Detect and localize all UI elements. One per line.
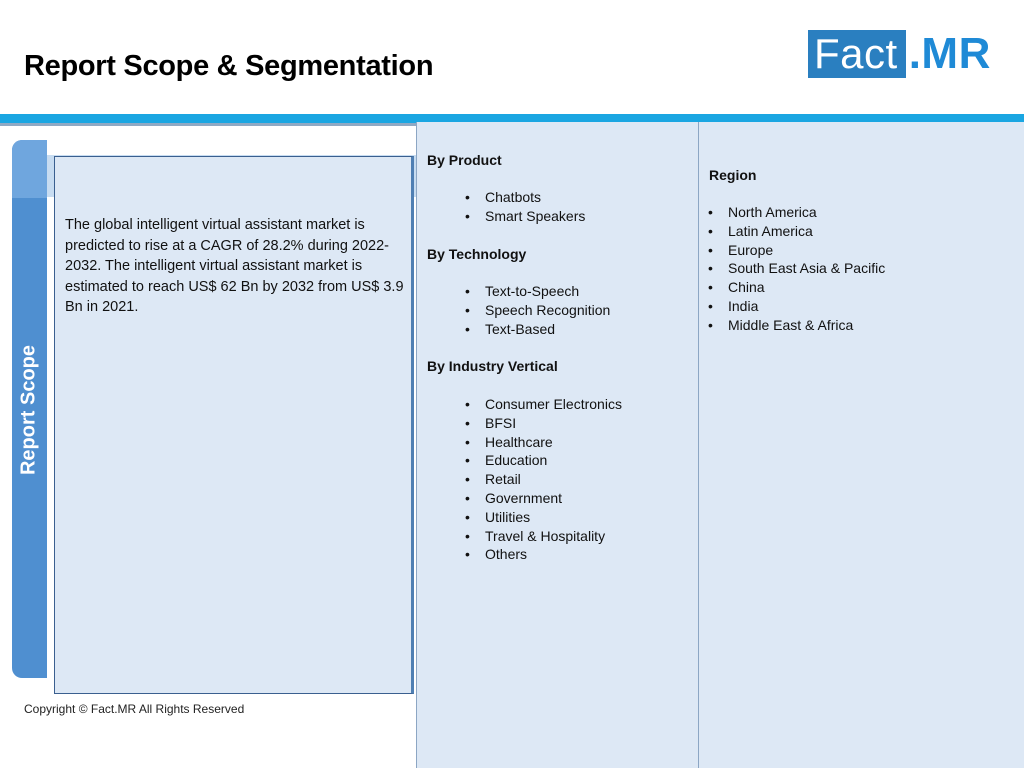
list-item: [465, 451, 622, 470]
list-item: [708, 203, 885, 222]
list-item: [708, 241, 885, 260]
bullet-icon: •: [465, 283, 470, 299]
list-item-label: Middle East & Africa: [728, 316, 854, 333]
bullet-icon: •: [708, 204, 713, 220]
by-product-list: [465, 188, 585, 226]
bullet-icon: •: [708, 279, 713, 296]
bullet-icon: •: [465, 546, 470, 563]
list-item-label: Travel & Hospitality: [485, 527, 606, 544]
by-technology-list: [465, 282, 610, 338]
bullet-icon: •: [708, 316, 713, 333]
bullet-icon: •: [465, 189, 470, 205]
list-item: [465, 489, 622, 508]
bullet-icon: •: [708, 241, 713, 258]
bullet-icon: •: [465, 508, 470, 525]
bullet-icon: •: [465, 489, 470, 506]
list-item: [465, 414, 622, 433]
list-item: [465, 433, 622, 452]
bullet-icon: •: [708, 297, 713, 314]
by-industry-vertical-heading: By Industry Vertical: [427, 358, 558, 374]
segment-column-region: [698, 122, 1024, 768]
list-item-label: Consumer Electronics: [485, 396, 622, 412]
report-scope-description: The global intelligent virtual assistant market is predicted to rise at a CAGR of 28.2% during 2022-2032. The intelligent virtual assistant market is estimated to reach US$ 62 Bn by 2032 from US$ 3.9 Bn in 2021.: [65, 217, 404, 315]
list-item-label: Smart Speakers: [485, 207, 586, 224]
bullet-icon: •: [465, 527, 470, 544]
list-item: [465, 207, 585, 226]
list-item-label: Speech Recognition: [485, 301, 611, 318]
bullet-icon: •: [465, 433, 470, 450]
list-item-label: China: [728, 279, 765, 296]
bullet-icon: •: [465, 301, 470, 318]
list-item: [465, 545, 622, 564]
region-list: [708, 203, 885, 335]
report-scope-label: Report Scope: [17, 344, 40, 476]
list-item-label: North America: [728, 204, 817, 220]
list-item-label: BFSI: [485, 414, 517, 431]
list-item: [708, 259, 885, 278]
list-item-label: Chatbots: [485, 189, 542, 205]
bullet-icon: •: [465, 396, 470, 412]
list-item-label: Europe: [728, 241, 774, 258]
list-item: [465, 320, 610, 339]
logo-mr: .MR: [908, 29, 991, 78]
by-technology-heading: By Technology: [427, 246, 527, 262]
page-title: Report Scope & Segmentation: [24, 50, 434, 82]
bullet-icon: •: [465, 320, 470, 337]
list-item: [465, 527, 622, 546]
list-item-label: South East Asia & Pacific: [728, 260, 886, 277]
list-item-label: Healthcare: [485, 433, 553, 450]
list-item-label: Government: [485, 489, 563, 506]
list-item: [465, 282, 610, 301]
list-item: [465, 395, 622, 414]
list-item-label: Utilities: [485, 508, 531, 525]
copyright-text: Copyright © Fact.MR All Rights Reserved: [24, 702, 245, 716]
report-scope-tab-top: [12, 140, 47, 198]
list-item-label: India: [728, 297, 759, 314]
bullet-icon: •: [465, 452, 470, 469]
list-item: [465, 301, 610, 320]
list-item: [465, 188, 585, 207]
list-item-label: Retail: [485, 471, 521, 488]
list-item-label: Others: [485, 546, 528, 563]
bullet-icon: •: [465, 207, 470, 224]
bullet-icon: •: [708, 260, 713, 277]
list-item: [465, 508, 622, 527]
by-product-heading: By Product: [427, 152, 502, 168]
bullet-icon: •: [465, 414, 470, 431]
list-item: [708, 297, 885, 316]
report-scope-box: [54, 156, 414, 694]
list-item-label: Text-to-Speech: [485, 283, 580, 299]
list-item-label: Latin America: [728, 222, 813, 239]
list-item: [708, 278, 885, 297]
factmr-logo: [808, 30, 991, 78]
by-industry-vertical-list: [465, 395, 622, 564]
logo-fact: Fact: [808, 30, 906, 78]
list-item: [465, 470, 622, 489]
region-heading: Region: [709, 167, 757, 183]
list-item-label: Text-Based: [485, 320, 556, 337]
segment-column-product: [416, 122, 698, 768]
list-item: [708, 222, 885, 241]
bullet-icon: •: [465, 471, 470, 488]
bullet-icon: •: [708, 222, 713, 239]
list-item-label: Education: [485, 452, 548, 469]
list-item: [708, 316, 885, 335]
header-bar-shadow: [0, 123, 416, 126]
